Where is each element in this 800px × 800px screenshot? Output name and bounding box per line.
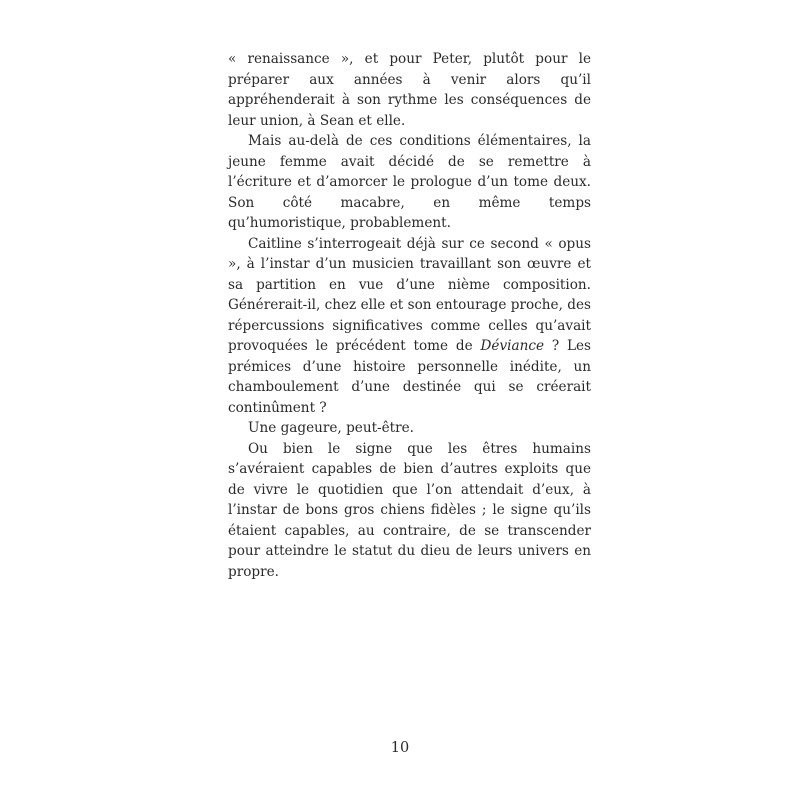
book-title-italic: Déviance <box>480 338 544 354</box>
page-number: 10 <box>390 740 410 756</box>
paragraph-2: Mais au-delà de ces conditions élémentaires, la jeune femme avait décidé de se remettre à l’écriture et d’amorcer le prologue d’un tome deux. Son côté macabre, en même temps qu’humoristique, probablement. <box>228 133 591 231</box>
paragraph-1: « renaissance », et pour Peter, plutôt pour le préparer aux années à venir alors qu’il appréhenderait à son rythme les conséquences de leur union, à Sean et elle. <box>228 51 591 129</box>
paragraph-3-end: ? Les prémices d’une histoire personnelle inédite, un chamboulement d’une destinée qui se créerait continûment ? <box>228 338 591 416</box>
paragraph-5: Ou bien le signe que les êtres humains s’avéraient capables de bien d’autres exploits que de vivre le quotidien que l’on attendait d’eux, à l’instar de bons gros chiens fidèles ; le signe qu’ils étaient capables, au contraire, de se transcender pour atteindre le statut du dieu de leurs univers en propre. <box>228 440 591 580</box>
paragraph-3-start: Caitline s’interrogeait déjà sur ce second « opus », à l’instar d’un musicien travaillant son œuvre et sa partition en vue d’une nième composition. Générerait-il, chez elle et son entourage proche, des répercussions significatives comme celles qu’avait provoquées le précédent tome de <box>228 235 591 354</box>
paragraph-3 <box>228 234 591 419</box>
paragraph-4: Une gageure, peut-être. <box>248 420 414 436</box>
body-text <box>228 49 591 582</box>
